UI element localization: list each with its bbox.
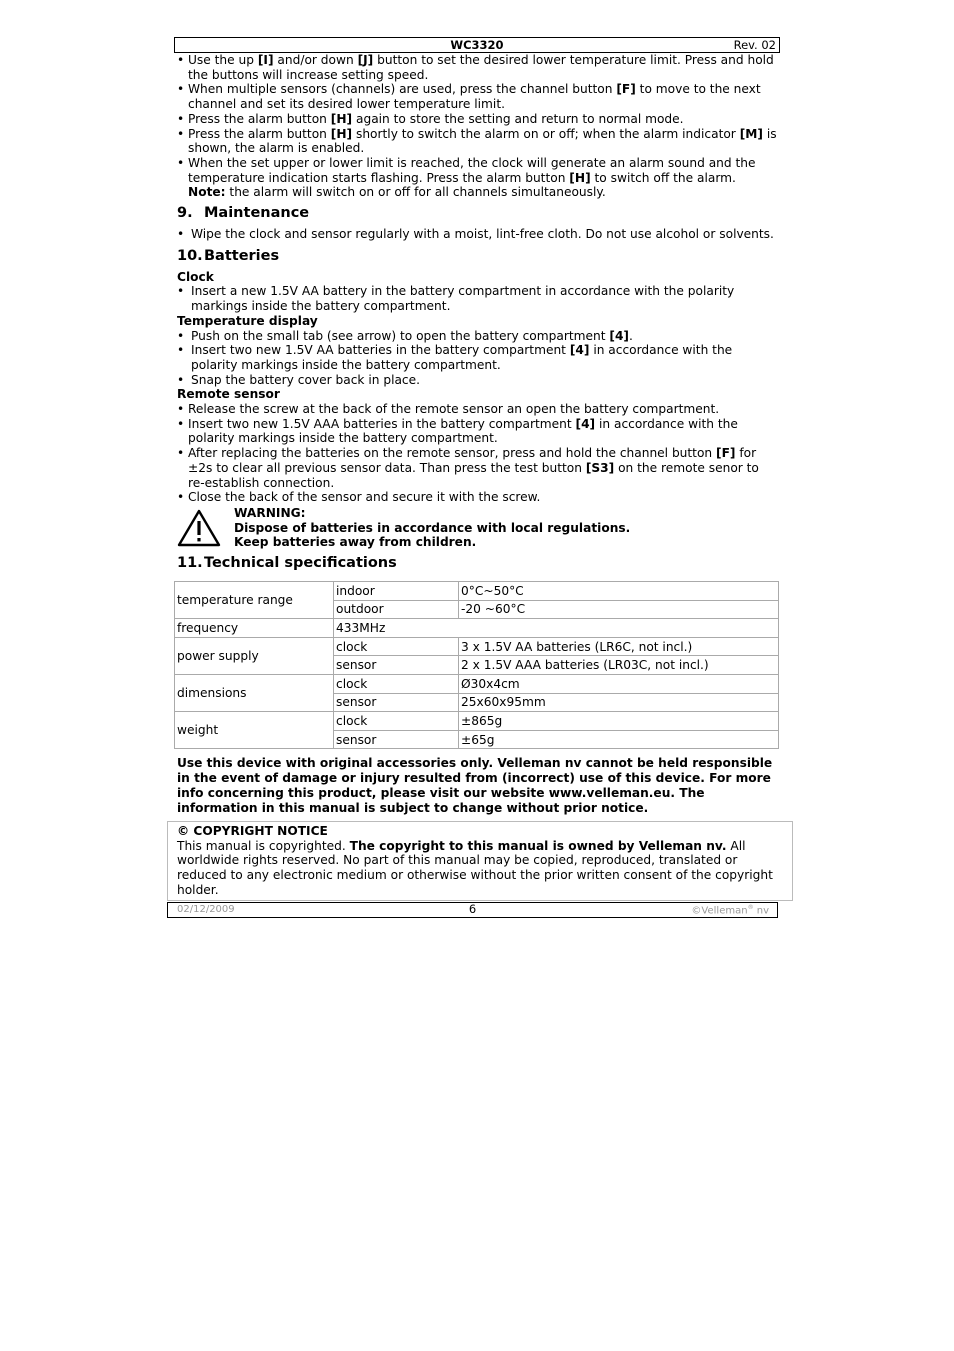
spec-value: ±865g bbox=[459, 712, 779, 731]
spec-parameter: weight bbox=[175, 712, 334, 749]
subheading-temperature-display: Temperature display bbox=[177, 313, 318, 328]
list-item-text: to switch off the alarm. bbox=[590, 170, 736, 185]
bold-text: [4] bbox=[569, 343, 590, 358]
spec-subparameter: clock bbox=[334, 712, 459, 731]
spec-subparameter: clock bbox=[334, 637, 459, 656]
section-title: Batteries bbox=[204, 247, 280, 264]
page-footer bbox=[167, 902, 778, 918]
list-item bbox=[177, 343, 777, 372]
spec-subparameter: sensor bbox=[334, 656, 459, 675]
list-item bbox=[177, 402, 777, 417]
list-item bbox=[177, 373, 777, 388]
copyright-rest: All worldwide rights reserved. No part of this manual may be copied, reproduced, translated or reduced to any electronic medium or otherwise without the prior written consent of the copyright holder. bbox=[177, 838, 773, 897]
list-item-text: Use the up bbox=[188, 53, 258, 67]
bold-text: [I] bbox=[257, 53, 274, 67]
alarm-instructions-list bbox=[177, 53, 777, 200]
list-item bbox=[177, 417, 777, 446]
list-item bbox=[177, 53, 777, 82]
maintenance-list bbox=[177, 227, 777, 242]
bold-text: [M] bbox=[739, 126, 763, 141]
clock-battery-list bbox=[177, 284, 777, 313]
spec-value: 25x60x95mm bbox=[459, 693, 779, 712]
footer-date: 02/12/2009 bbox=[177, 904, 235, 915]
list-item bbox=[177, 227, 777, 242]
table-row bbox=[175, 619, 779, 638]
list-item bbox=[177, 329, 777, 344]
spec-parameter: temperature range bbox=[175, 582, 334, 619]
list-item-text: Press the alarm button bbox=[188, 126, 331, 141]
spec-parameter: frequency bbox=[175, 619, 334, 638]
list-item-text: When multiple sensors (channels) are used, press the channel button bbox=[188, 82, 617, 97]
spec-subparameter: indoor bbox=[334, 582, 459, 601]
list-item-text: Release the screw at the back of the remote sensor an open the battery compartment. bbox=[188, 402, 720, 417]
list-item bbox=[177, 82, 777, 111]
spec-parameter: power supply bbox=[175, 637, 334, 674]
bold-text: [4] bbox=[609, 328, 629, 343]
section-heading-maintenance bbox=[177, 204, 777, 222]
bold-text: [H] bbox=[330, 126, 353, 141]
list-item-text: in accordance with the polarity markings inside the battery compartment. bbox=[191, 343, 733, 372]
spec-parameter: dimensions bbox=[175, 675, 334, 712]
disclaimer-text: Use this device with original accessories only. Velleman nv cannot be held responsible in the event of damage or injury resulted from (incorrect) use of this device. For more info concerning this product, please visit our website www.velleman.eu. The information in this manual is subject to change without prior notice. bbox=[177, 756, 773, 815]
page-header bbox=[174, 37, 780, 53]
warning-title: WARNING: bbox=[234, 505, 306, 520]
spec-value: Ø30x4cm bbox=[459, 675, 779, 694]
copyright-notice bbox=[167, 821, 793, 901]
bold-text: Note: bbox=[188, 185, 226, 200]
copyright-lead: This manual is copyrighted. bbox=[177, 838, 350, 853]
brand-name: ©Velleman bbox=[691, 905, 748, 917]
section-heading-batteries bbox=[177, 247, 777, 265]
bold-text: [F] bbox=[716, 446, 736, 461]
table-row bbox=[175, 675, 779, 694]
table-row bbox=[175, 582, 779, 601]
battery-warning bbox=[177, 506, 777, 550]
copyright-owner: The copyright to this manual is owned by Velleman nv. bbox=[349, 838, 727, 853]
list-item-text: and/or down bbox=[273, 53, 358, 67]
spec-subparameter: sensor bbox=[334, 693, 459, 712]
table-row bbox=[175, 712, 779, 731]
list-item bbox=[177, 284, 777, 313]
copyright-title: © COPYRIGHT NOTICE bbox=[177, 824, 328, 838]
bold-text: [H] bbox=[569, 170, 591, 185]
spec-value: ±65g bbox=[459, 730, 779, 749]
warning-line-dispose: Dispose of batteries in accordance with local regulations. bbox=[234, 520, 631, 535]
list-item-text: shortly to switch the alarm on or off; when the alarm indicator bbox=[352, 126, 740, 141]
spec-value: -20 ~60°C bbox=[459, 600, 779, 619]
list-item bbox=[177, 127, 777, 156]
main-content bbox=[177, 53, 777, 815]
list-item-text: Push on the small tab (see arrow) to open the battery compartment bbox=[191, 328, 610, 343]
section-number: 9. bbox=[177, 205, 193, 222]
spec-value: 2 x 1.5V AAA batteries (LR03C, not incl.) bbox=[459, 656, 779, 675]
remote-battery-list bbox=[177, 402, 777, 505]
section-title: Maintenance bbox=[204, 205, 310, 222]
warning-triangle-icon bbox=[177, 509, 221, 547]
subheading-clock: Clock bbox=[177, 269, 214, 284]
spec-subparameter: sensor bbox=[334, 730, 459, 749]
list-item-text: After replacing the batteries on the remote sensor, press and hold the channel button bbox=[188, 446, 717, 461]
list-item bbox=[177, 490, 777, 505]
bold-text: [S3] bbox=[585, 460, 615, 475]
spec-value: 3 x 1.5V AA batteries (LR6C, not incl.) bbox=[459, 637, 779, 656]
list-item-text: Snap the battery cover back in place. bbox=[191, 372, 421, 387]
list-item-text: When the set upper or lower limit is reached, the clock will generate an alarm sound and the temperature indication starts flashing. Press the alarm button bbox=[188, 155, 756, 185]
spec-value: 433MHz bbox=[334, 619, 779, 638]
list-item-text: for ±2s to clear all previous sensor data. Than press the test button bbox=[188, 446, 757, 475]
section-heading-specifications bbox=[177, 554, 777, 572]
list-item-text: the alarm will switch on or off for all channels simultaneously. bbox=[225, 185, 606, 200]
list-item-text: Insert a new 1.5V AA battery in the battery compartment in accordance with the polarity markings inside the battery compartment. bbox=[191, 284, 735, 314]
specifications-table bbox=[174, 581, 779, 749]
section-title: Technical specifications bbox=[204, 555, 397, 572]
subheading-remote-sensor: Remote sensor bbox=[177, 387, 280, 402]
bold-text: [F] bbox=[616, 82, 636, 97]
warning-line-children: Keep batteries away from children. bbox=[234, 535, 477, 550]
list-item-text: Insert two new 1.5V AAA batteries in the battery compartment bbox=[188, 416, 576, 431]
bold-text: [4] bbox=[575, 416, 596, 431]
list-item-text: again to store the setting and return to normal mode. bbox=[352, 111, 684, 126]
list-item-text: to move to the next channel and set its desired lower temperature limit. bbox=[188, 82, 761, 112]
page-number: 6 bbox=[468, 902, 477, 916]
model-number: WC3320 bbox=[450, 38, 504, 52]
spec-subparameter: clock bbox=[334, 675, 459, 694]
section-number: 10. bbox=[177, 247, 203, 264]
brand-suffix: nv bbox=[753, 905, 769, 917]
list-item-text: button to set the desired lower temperature limit. Press and hold the buttons will increase setting speed. bbox=[188, 53, 774, 82]
list-item-text: is shown, the alarm is enabled. bbox=[188, 126, 777, 156]
list-item-text: Insert two new 1.5V AA batteries in the battery compartment bbox=[191, 343, 570, 358]
bold-text: [J] bbox=[357, 53, 374, 67]
registered-mark: ® bbox=[747, 904, 754, 911]
list-item bbox=[177, 156, 777, 200]
list-item-text: . bbox=[629, 328, 633, 343]
list-item-text: on the remote senor to re-establish connection. bbox=[188, 460, 759, 490]
display-battery-list bbox=[177, 329, 777, 388]
list-item-text: Press the alarm button bbox=[188, 111, 331, 126]
revision-label: Rev. 02 bbox=[733, 38, 776, 52]
spec-value: 0°C~50°C bbox=[459, 582, 779, 601]
footer-brand bbox=[691, 904, 769, 916]
list-item-text: Wipe the clock and sensor regularly with a moist, lint-free cloth. Do not use alcohol or solvents. bbox=[191, 227, 774, 242]
bold-text: [H] bbox=[330, 111, 353, 126]
spec-subparameter: outdoor bbox=[334, 600, 459, 619]
list-item-text: Close the back of the sensor and secure it with the screw. bbox=[188, 490, 541, 505]
copyright-body bbox=[177, 839, 783, 898]
section-number: 11. bbox=[177, 555, 203, 572]
list-item bbox=[177, 446, 777, 490]
list-item bbox=[177, 112, 777, 127]
table-row bbox=[175, 637, 779, 656]
list-item-text: in accordance with the polarity markings inside the battery compartment. bbox=[188, 416, 738, 446]
